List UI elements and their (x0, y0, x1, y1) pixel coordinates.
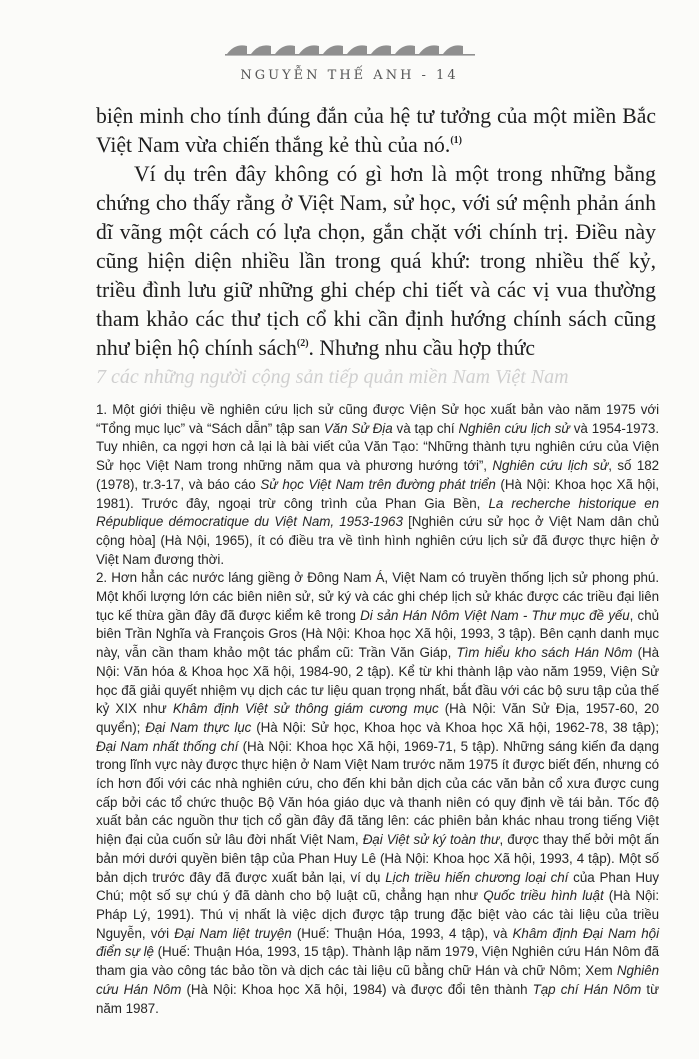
footnote-1 (96, 401, 659, 569)
footnote-text: [Nghiên cứu sử học ở Việt Nam dân chủ cộng hòa] (Hà Nội, 1965), ít có điều tra về tình hình nghiên cứu lịch sử đã được thực hiện ở Việt Nam đương thời. (96, 514, 659, 567)
italic-title: La recherche historique en République démocratique du Việt Nam, 1953-1963 (96, 495, 659, 530)
footnote-text: và 1954-1973. Tuy nhiên, ca ngợi hơn cả lại là bài viết của Văn Tạo: “Những thành tựu nghiên cứu của Viện Sử học Việt Nam trong những năm qua và phương hướng tới”, (96, 420, 660, 474)
paragraph-2-text: Ví dụ trên đây không có gì hơn là một trong những bằng chứng cho thấy rằng ở Việt Nam, sử học, với sứ mệnh phản ánh dĩ vãng một cách có lựa chọn, gắn chặt với chính trị. Điều này cũng hiện diện nhiều lần trong quá khứ: trong nhiều thế kỷ, triều đình lưu giữ những ghi chép chi tiết và các vị vua thường tham khảo các thư tịch cổ khi cần định hướng chính sách cũng như biện hộ chính sách (96, 162, 656, 360)
paragraph-1 (96, 102, 656, 160)
body-text (96, 102, 656, 363)
page-header (0, 40, 699, 56)
italic-title: Nghiên cứu lịch sử (492, 458, 609, 474)
footnote-text: (Huế: Thuận Hóa, 1993, 15 tập). Thành lập năm 1979, Viện Nghiên cứu Hán Nôm đã tham gia vào công tác bảo tồn và dịch các tài liệu cũ bằng chữ Hán và chữ Nôm; Xem (96, 944, 659, 979)
footnote-text: , được thay thế bởi một ấn bản mới dưới quyền biên tập của Phan Huy Lê (Hà Nội: Khoa học Xã hội, 1993, 4 tập). Một số bản dịch trước đây đã được xuất bản lại, ví dụ (96, 832, 660, 885)
running-head: NGUYỄN THẾ ANH - 14 (240, 68, 459, 83)
italic-title: Đại Việt sử ký toàn thư (362, 832, 500, 848)
italic-title: Di sản Hán Nôm Việt Nam - Thư mục đề yếu (360, 607, 630, 623)
italic-title: Khâm định Đại Nam hội điển sự lệ (96, 925, 659, 960)
italic-title: Khâm định Việt sử thông giám cương mục (172, 701, 439, 717)
italic-title: Lịch triều hiến chương loại chí (385, 869, 569, 885)
footnote-text: (Hà Nội: Khoa học Xã hội, 1981). Trước đây, ngoại trừ công trình của Phan Gia Bền, (96, 476, 659, 511)
paragraph-1-text: biện minh cho tính đúng đắn của hệ tư tưởng của một miền Bắc Việt Nam vừa chiến thắng kẻ thù của nó. (96, 104, 656, 157)
footnote-text: 2. Hơn hẳn các nước láng giềng ở Đông Nam Á, Việt Nam có truyền thống lịch sử phong phú. Một khối lượng lớn các biên niên sử, sử ký và các ghi chép lịch sử khác được các triều đại liên tục kế thừa gần đây đã được kiểm kê trong (96, 570, 659, 623)
bleed-through-text: 7 các những người cộng sản tiếp quản miền Nam Việt Nam (96, 366, 569, 388)
footnote-text: , chủ biên Trần Nghĩa và François Gros (Hà Nội: Khoa học Xã hội, 1993, 3 tập). Bên cạnh danh mục này, vẫn cần tham khảo một tác phẩm cũ: Trần Văn Giáp, (96, 607, 659, 661)
footnotes (96, 401, 659, 1018)
italic-title: Nghiên cứu lịch sử (458, 420, 570, 436)
paragraph-2-tail: . Nhưng nhu cầu hợp thức (308, 336, 536, 360)
footnote-text: (Hà Nội: Văn hóa & Khoa học Xã hội, 1984-90, 2 tập). Kể từ khi thành lập vào năm 1959, Viện Sử học đã giải quyết nhiệm vụ dịch các tư liệu quan trọng nhất, bắt đầu với các bộ sưu tập của thế kỷ XIX như (96, 645, 659, 717)
footnote-text: (Hà Nội: Khoa học Xã hội, 1984) và được đổi tên thành (181, 981, 533, 997)
footnote-text: từ năm 1987. (96, 981, 660, 1016)
italic-title: Quốc triều hình luật (483, 888, 604, 904)
footnote-ref-2: (2) (296, 338, 309, 349)
italic-title: Nghiên cứu Hán Nôm (96, 963, 659, 997)
footnote-text: của Phan Huy Chú; một số sự chú ý đã dành cho bộ luật cũ, chẳng hạn như (96, 869, 660, 904)
italic-title: Đại Nam liệt truyện (174, 925, 292, 941)
footnote-2 (96, 569, 659, 1018)
footnote-text: (Hà Nội: Sử học, Khoa học và Khoa học Xã hội, 1962-78, 38 tập); (251, 719, 660, 735)
italic-title: Sử học Việt Nam trên đường phát triển (260, 476, 496, 492)
footnote-ref-1: (1) (450, 135, 462, 146)
italic-title: Tạp chí Hán Nôm (532, 981, 642, 997)
italic-title: Văn Sử Địa (323, 420, 393, 436)
footnote-text: (Hà Nội: Văn Sử Địa, 1957-60, 20 quyển); (96, 701, 659, 735)
italic-title: Đại Nam thực lục (145, 719, 252, 735)
footnote-text: , số 182 (1978), tr.3-17, và báo cáo (96, 458, 660, 492)
footnote-text: 1. Một giới thiệu về nghiên cứu lịch sử cũng được Viện Sử học xuất bản vào năm 1975 với “Tổng mục lục” và “Sách dẫn” tập san (96, 402, 659, 436)
italic-title: Đại Nam nhất thống chí (96, 738, 239, 754)
footnote-text: (Huế: Thuận Hóa, 1993, 4 tập), và (291, 925, 513, 941)
footnote-text: (Hà Nội: Khoa học Xã hội, 1969-71, 5 tập). Những sáng kiến đa dạng trong lĩnh vực này được thực hiện ở Nam Việt Nam trước năm 1975 ít được biết đến, nhưng có ích hơn đối với các nhà nghiên cứu, cho đến khi bản dịch của các văn bản cổ xưa được cung cấp bởi các tổ chức thuộc Bộ Văn hóa giáo dục và thanh niên có quy định về tái bản. Tốc độ xuất bản các nguồn thư tịch cổ gần đây đã tăng lên: các phiên bản khác nhau trong tiếng Việt hiện đại của cuốn sử lâu đời nhất Việt Nam, (96, 738, 659, 848)
header-ornament (225, 40, 475, 56)
footnote-text: (Hà Nội: Pháp Lý, 1991). Thú vị nhất là việc dịch được tập trung đặc biệt vào các tài liệu của triều Nguyễn, với (96, 888, 659, 941)
paragraph-2 (96, 160, 656, 363)
italic-title: Tìm hiểu kho sách Hán Nôm (456, 645, 633, 661)
footnote-text: và tạp chí (392, 420, 459, 436)
